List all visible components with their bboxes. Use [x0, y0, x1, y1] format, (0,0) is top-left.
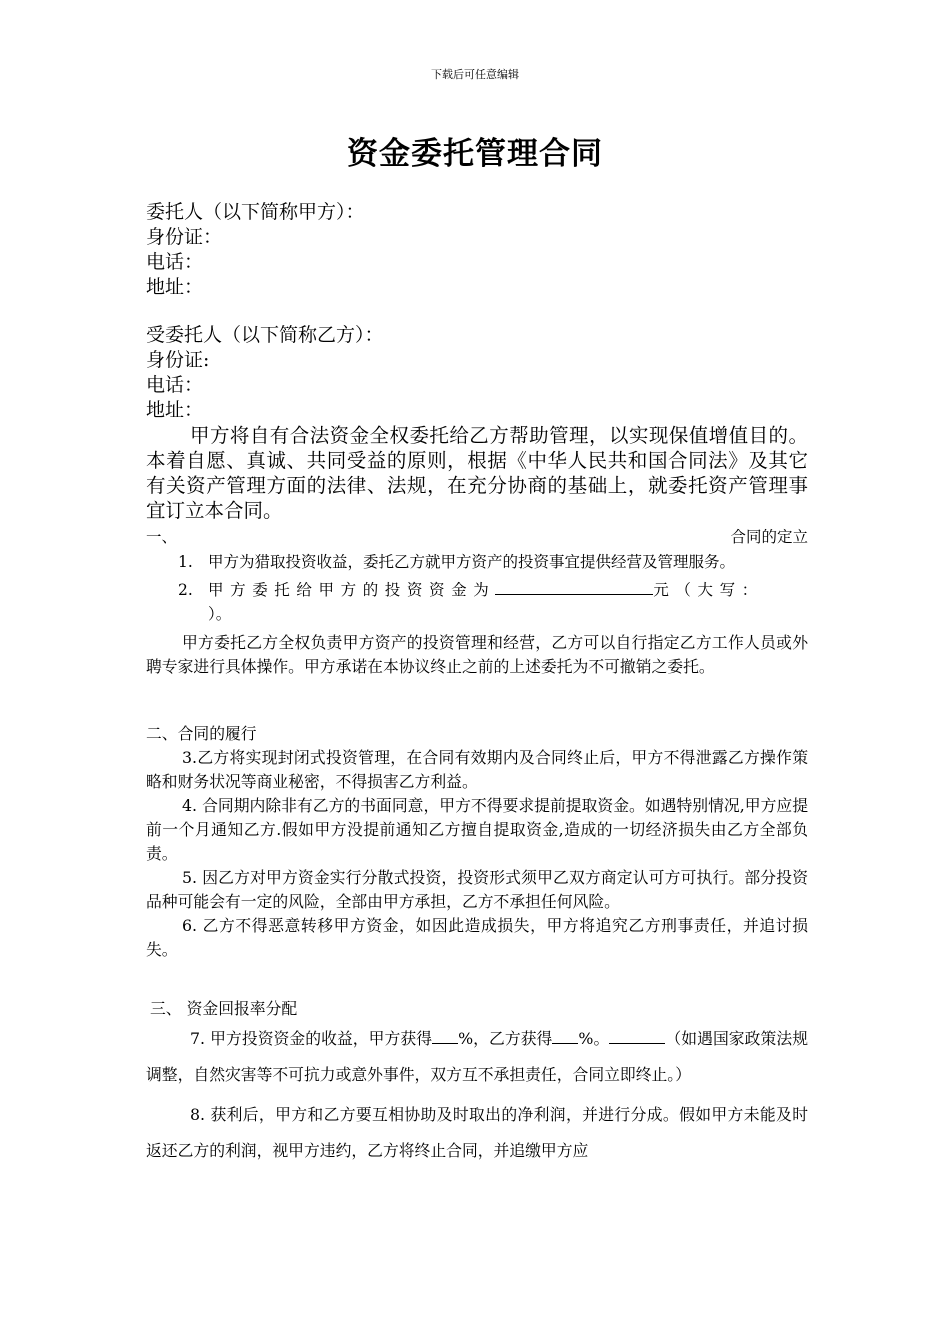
clause-3: 3.乙方将实现封闭式投资管理，在合同有效期内及合同终止后，甲方不得泄露乙方操作策略和财务状况等商业秘密，不得损害乙方利益。	[146, 748, 808, 791]
clause-7-text-a: 7. 甲方投资资金的收益，甲方获得	[190, 1029, 433, 1048]
party-a-percent-blank	[432, 1029, 458, 1044]
clause-2-text-b: 元（大写：	[653, 581, 764, 599]
section-3	[146, 997, 808, 1169]
party-b-address: 地址：	[146, 399, 204, 421]
party-b-percent-blank	[552, 1029, 578, 1044]
clause-2-number: 2.	[178, 581, 193, 599]
party-a-label: 委托人（以下简称甲方）：	[146, 201, 365, 223]
clause-7-text-c: %。	[578, 1029, 610, 1048]
clause-2	[146, 578, 808, 626]
intro-paragraph	[146, 423, 808, 523]
section-1-heading	[146, 525, 808, 549]
section-2-title: 二、合同的履行	[146, 724, 257, 743]
party-b-label: 受委托人（以下简称乙方）：	[146, 324, 384, 346]
party-a-block	[146, 200, 365, 300]
intro-text: 甲方将自有合法资金全权委托给乙方帮助管理，以实现保值增值目的。本着自愿、真诚、共同受益的原则，根据《中华人民共和国合同法》及其它有关资产管理方面的法律、法规，在充分协商的基础上，就委托资产管理事宜订立本合同。	[146, 424, 808, 522]
clause-7-text-b: %，乙方获得	[458, 1029, 553, 1048]
party-a-id: 身份证：	[146, 226, 223, 248]
header-note: 下载后可任意编辑	[431, 68, 519, 81]
clause-1-number: 1.	[178, 553, 193, 571]
party-a-address: 地址：	[146, 276, 204, 298]
clause-2-text-c: ）。	[208, 605, 232, 623]
clause-2-text-a: 甲方委托给甲方的投资资金为	[208, 581, 496, 599]
clause-4: 4. 合同期内除非有乙方的书面同意，甲方不得要求提前提取资金。如遇特别情况,甲方应提前一个月通知乙方.假如甲方没提前通知乙方擅自提取资金,造成的一切经济损失由乙方全部负责。	[146, 796, 808, 863]
section-2	[146, 722, 808, 962]
clause-7-blank	[609, 1029, 665, 1044]
section-1-paragraph: 甲方委托乙方全权负责甲方资产的投资管理和经营，乙方可以自行指定乙方工作人员或外聘专家进行具体操作。甲方承诺在本协议终止之前的上述委托为不可撤销之委托。	[146, 633, 808, 676]
clause-1	[146, 550, 808, 574]
document-title: 资金委托管理合同	[347, 136, 603, 172]
clause-8: 8. 获利后，甲方和乙方要互相协助及时取出的净利润，并进行分成。假如甲方未能及时返还乙方的利润，视甲方违约，乙方将终止合同，并追缴甲方应	[146, 1105, 808, 1160]
section-1-number: 一、	[146, 528, 178, 546]
clause-1-text: 甲方为猎取投资收益，委托乙方就甲方资产的投资事宜提供经营及管理服务。	[208, 553, 736, 571]
amount-blank	[495, 580, 653, 595]
party-b-block	[146, 323, 384, 423]
section-1	[146, 525, 808, 679]
party-b-id: 身份证:	[146, 349, 210, 371]
party-a-phone: 电话：	[146, 251, 204, 273]
section-3-title: 三、 资金回报率分配	[150, 999, 298, 1018]
clause-5: 5. 因乙方对甲方资金实行分散式投资，投资形式须甲乙双方商定认可方可执行。部分投资品种可能会有一定的风险，全部由甲方承担，乙方不承担任何风险。	[146, 868, 808, 911]
clause-6: 6. 乙方不得恶意转移甲方资金，如因此造成损失，甲方将追究乙方刑事责任，并追讨损失。	[146, 916, 808, 959]
section-1-title: 合同的定立	[730, 528, 808, 546]
clause-7-text-d: （如遇国家政策法规调整，自然灾害等不可抗力或意外事件，双方互不承担责任，合同立即终止。）	[146, 1029, 808, 1084]
party-b-phone: 电话：	[146, 374, 204, 396]
clause-7	[146, 1021, 808, 1093]
